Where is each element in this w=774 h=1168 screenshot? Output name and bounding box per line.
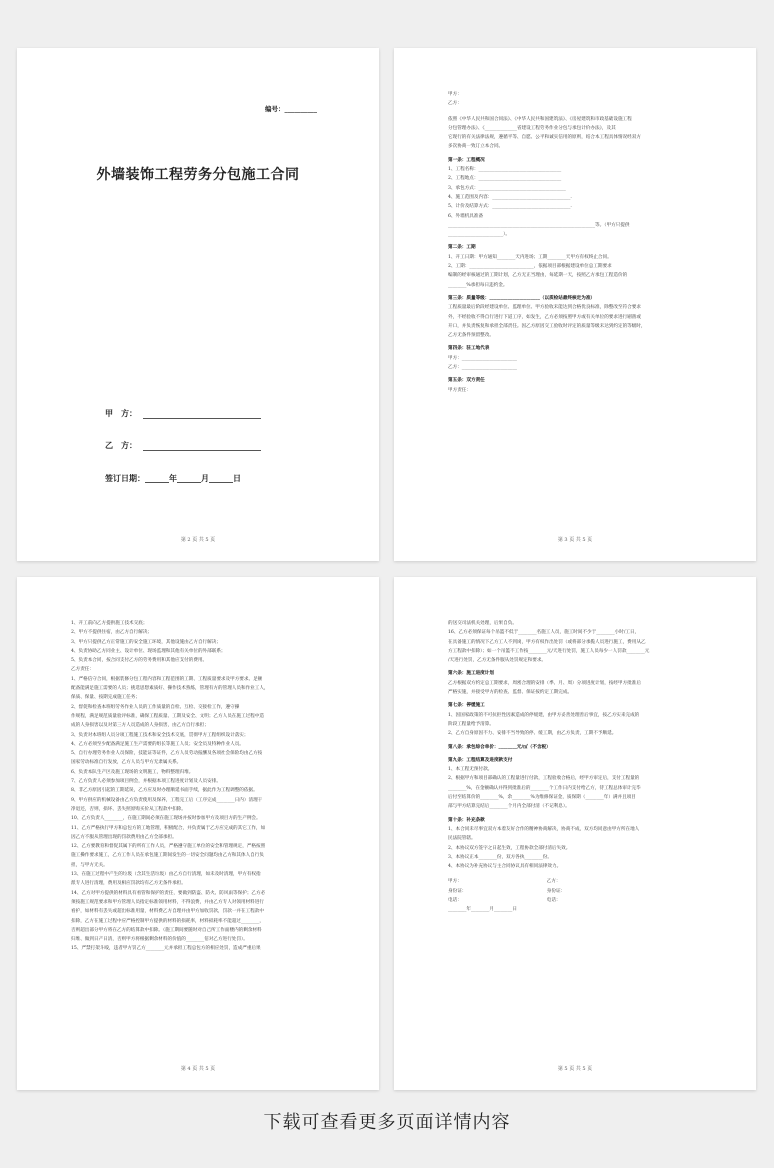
document-page-5 <box>394 577 756 1090</box>
text-line: 外，不经验收不得自行进行下道工序，如发生，乙方必须按照甲方或有关单位的要求进行剔凿或 <box>448 314 641 320</box>
contract-number-label: 编号：__________ <box>265 105 317 113</box>
text-line: 乙方责任： <box>71 667 94 673</box>
text-line: 2、工期：____________________________，依据项目部根据建设单位总工期要求 <box>448 264 612 270</box>
text-line: 乙方：________________________ <box>448 365 517 371</box>
text-line: 1、因国家政策的不可抗拒性因素造成的停缓建，由甲方妥善处理善后事宜，按乙方实来完成的 <box>448 712 640 718</box>
text-line: 11、乙方严格执行甲方和总包方的工地管理，积极配合，并负责属于乙方应完成的其它工作，如 <box>71 825 266 831</box>
text-line: 甲方： 乙方： <box>448 879 561 885</box>
text-line: 它现行的有关法律法规，遵循平等、自愿、公平和诚实信用的原则，结合本工程具体情况经双方 <box>448 135 641 141</box>
text-line: 1、开工日期：甲方通知________天内进场；工期________天甲方有权终止合同。 <box>448 254 612 260</box>
document-page-3 <box>394 48 756 561</box>
party-b-label: 乙 方： <box>105 440 137 450</box>
text-line: 3、负责对本班组人员分项工程施工技术和安全技术交底，贯彻甲方工程组织设计落实； <box>71 732 249 738</box>
text-line: 3、本协议正本________份，双方各执________份。 <box>448 854 552 860</box>
text-line: 分包管理办法》、《______________省建设工程劳务作业分包与承包计价办法》，及其 <box>448 125 616 131</box>
page-footer: 第 2 页 共 5 页 <box>180 537 216 543</box>
text-line: 归堆、做到日产日清，否则甲方将根据剩余材料的价值的________倍对乙方进行处罚）。 <box>71 937 248 943</box>
download-caption: 下载可查看更多页面详情内容 <box>263 1112 511 1133</box>
text-line: 保质、保量、按期完成施工任务； <box>71 695 140 701</box>
text-line: 8、非乙方原因引起的工期延误，乙方应及时办理顺延书面手续，据此作为工程调整的依据。 <box>71 788 258 794</box>
section-heading: 第十条：补充条款 <box>448 817 485 823</box>
text-line: ________年________月________日 <box>448 907 517 913</box>
text-line: 2、乙方自身原因不力、安排不当导致的停、缓工期，由乙方负责，工期不予顺延。 <box>448 731 617 737</box>
text-line: 净退还，否则，损坏、丢失照原购买价从工程款中扣除。 <box>71 806 186 812</box>
text-line: 1、本工程无预付款。 <box>448 767 493 773</box>
text-line: 施工操作要求施工，乙方工作人员在承包施工期间发生的一切安全问题均由乙方和其体人自行负 <box>71 853 264 859</box>
text-line: 扣除，乙方在施工过程中应严格控制甲方提供的材料的损耗率，材料损耗率不能超过________， <box>71 918 264 924</box>
document-page-cover <box>17 48 379 561</box>
section-heading: 第三条：质量等级：______________________（以质检站最终核定为准） <box>448 295 596 301</box>
document-page-4 <box>17 577 379 1090</box>
text-line: 3、承包方式：______________________________________ <box>448 185 566 191</box>
text-line: 开口，并负责恢复和承担全部责任。因乙方原因交工验收时评定的质量等级未达到约定的等级时， <box>448 323 646 329</box>
text-line: 严格实施，并接受甲方的检查、监督、保证按约定工期完成。 <box>448 690 573 696</box>
text-line: ________________________）。 <box>448 232 511 238</box>
text-line: 甲方：________________________ <box>448 355 517 361</box>
text-line: 7、乙方负责人必须参加项目例会，并根据本项工程进度计划及人员安排。 <box>71 779 221 785</box>
text-line: 15、严禁打架斗殴，违者甲方罚乙方________元并承担工程总包方的相应处罚，造成严重后果 <box>71 946 261 952</box>
section-heading: 第八条：承包综合单价：________元/㎡（不含税） <box>448 744 551 750</box>
party-a-field <box>105 408 261 419</box>
text-line: 16、乙方必须保证每个吊篮不低于________名施工人员，施工时间不少于________小时/工日， <box>448 630 640 636</box>
text-line: 甲方： <box>448 92 462 97</box>
text-line: 5、负责本合同，按合同支付乙方的劳务费用和其他应支付的费用。 <box>71 658 208 664</box>
text-line: 身份证： 身份证： <box>448 888 566 894</box>
text-line: 乙方无条件预留整改。 <box>448 333 494 339</box>
party-a-label: 甲 方： <box>105 408 137 418</box>
text-line: 4、施工范围及内容：__________________________________. <box>448 194 572 200</box>
text-line: 否则超出部分甲方将在乙方的结算款中扣除。（施工期间要随时对自己所工作面楼内的剩余材料 <box>71 927 262 933</box>
text-line: 4、负责协助乙方同业主、设计单位、现场监理和其他有关单位的外部联系； <box>71 648 226 654</box>
page-body <box>71 619 349 954</box>
text-line: 6、负责本队生产区及施工现场的文明施工，物料整理归堆。 <box>71 769 194 775</box>
text-line: 9、甲方供应的机械设备由乙方负责使用及保养，工程完工后（工序完成________日内）清理干 <box>71 797 263 803</box>
text-line: 2、督促和检查本班组劳务作业人员的工作质量的自检、互检、交接检工作，遵守操 <box>71 704 240 710</box>
text-line: 民法院管辖。 <box>448 836 476 842</box>
text-line: 编制的经审核通过的工期计划，乙方无正当理由，每延期一天，按照乙方承包工程造价的 <box>448 273 628 279</box>
text-line: 12、乙方要教育和督促其属下的所有工作人员，严格遵守施工单位的安全和管理规定，严格按照 <box>71 844 266 850</box>
section-heading: 第一条：工程概况 <box>448 157 485 163</box>
text-line: 6、外墙机具准备 <box>448 213 484 219</box>
page-footer: 第 4 页 共 5 页 <box>180 1066 216 1072</box>
text-line: 4、本协议为补充协议与主合同协议具有相同法律效力。 <box>448 864 562 870</box>
section-heading: 第五条：双方责任 <box>448 378 485 384</box>
text-line: 甲方责任： <box>448 387 471 393</box>
text-line: 阶段工程量给予清算。 <box>448 721 494 727</box>
text-line: 1、开工前向乙方提供施工技术交底； <box>71 621 148 626</box>
text-line: 在具备施工的情况下乙方工人不到岗，甲方有权作出处罚（或将部分承揽人员进行施工，费用从乙 <box>448 639 646 645</box>
text-line: 3、甲方只提供乙方正常施工的安全施工环境，其他设施由乙方自行解决； <box>71 639 221 645</box>
text-line: 2、本协议双方签字之日起生效，工程协款全部付清后失效。 <box>448 845 571 851</box>
section-heading: 第六条：施工进度计划 <box>448 671 494 677</box>
text-line: 1、本合同未尽事宜双方本着友好合作的精神协商解决，协商不成，双方均同意由甲方所在地人 <box>448 826 640 832</box>
page-body <box>448 619 726 915</box>
text-line: ________%承担每日违约金。 <box>448 282 508 288</box>
text-line: 4、乙方必须至少配备满足施工生产需要的组长等施工人员；安全员及特种作业人员。 <box>71 741 244 747</box>
sign-date-field: 签订日期：______年______月______日 <box>105 473 241 483</box>
text-line: 配备能满足施工需要的人员；挑选思想素质好、操作技术熟练，管理有方的管理人员和作业工人， <box>71 686 269 692</box>
text-line: 电话： 电话： <box>448 898 561 904</box>
text-line: 2、工程地点：____________________________________ <box>448 176 562 182</box>
section-heading: 第四条：驻工地代表 <box>448 346 490 352</box>
section-heading: 第九条：工程结算及进度款支付 <box>448 757 513 763</box>
text-line: 部与甲方结算完结后________个月内全部付清（不记利息）。 <box>448 804 570 810</box>
text-line: 5、自行办理劳务作业人员保险，技能证等证件，乙方人员劳动报酬及各项社会保险均由乙方按 <box>71 751 263 757</box>
page-footer: 第 3 页 共 5 页 <box>557 537 593 543</box>
page-body <box>448 90 726 395</box>
text-line: 成的人身损害以及对第三方人员造成的人身损害，由乙方自行承担； <box>71 723 209 729</box>
text-line: 担，与甲方无关。 <box>71 862 108 868</box>
text-line: 方工程款中扣除）；如一个吊篮不工作按________元/天进行处罚，施工人员每少一人罚款________元 <box>448 648 650 654</box>
text-line: 2、甲方不提供住宿，由乙方自行解决； <box>71 630 153 636</box>
text-line: 作规程，满足规范质量验评标准，确保工程质量、工期及安全、文明；乙方人员在施工过程中造 <box>71 713 264 719</box>
text-line: 1、工程名称：____________________________________ <box>448 167 562 173</box>
section-heading: 第七条：停缓施工 <box>448 703 485 709</box>
text-line: 因乙方不服从管理出现的罚款费用由乙方全部承担。 <box>71 834 177 840</box>
text-line: 看护，如材料有丢失或超出标准用量，材料费乙方自理并由甲方加收罚款，罚款一并在工程款中 <box>71 909 264 915</box>
contract-title: 外墙装饰工程劳务分包施工合同 <box>96 167 300 183</box>
text-line: 10、乙方负责人________，在施工期间必须在施工现场并按时参加甲方及项目方的生产例会。 <box>71 816 261 822</box>
text-line: 2、根据甲方和项目部确认的工程量进行付款，工程验收合格后，经甲方审定后，支付工程量的 <box>448 776 640 782</box>
text-line: 后付至结算价的________%，余________%为维修保证金，质保期（________年）满并且项目 <box>448 795 636 801</box>
text-line: ________________________________________________________________等。（甲方只提供 <box>448 222 630 228</box>
text-line: 国家劳动标准自行发放，乙方人员与甲方无隶属关系。 <box>71 760 182 766</box>
text-line: 乙方： <box>448 101 462 107</box>
text-line: 5、计价及结算方式：__________________________________. <box>448 204 572 210</box>
text-line: 工程质量最后阶段经建设单位、监理单位、甲方验收未能达到合格优良标准，除整改至符合要求 <box>448 305 641 311</box>
text-line: 乙方根据双方约定总工期要求，周密合理的安排（季、月、周）分项进度计划，按经甲方批准后 <box>448 680 641 686</box>
text-line: 1、严格信守合同，根据装修分包工程内容和工程范围的工期、工程质量要求及甲方要求。足额 <box>71 676 263 682</box>
page-footer: 第 5 页 共 5 页 <box>557 1066 593 1072</box>
text-line: 的送交司法机关处理，后果自负。 <box>448 621 517 626</box>
text-line: 13、在施工过程中产生的垃圾（含其生活垃圾）由乙方自行清理，如未及时清理，甲方有权指 <box>71 872 261 878</box>
text-line: 14、乙方对甲方提供的材料具有看管和保护的责任，要做到防盗、防火、防风雨等保护；乙方必 <box>71 890 266 896</box>
party-b-field <box>105 440 261 451</box>
text-line: 须按施工规范要求和甲方管理人员指定标准领用材料，不得浪费，并由乙方专人对领用材料进行 <box>71 899 264 905</box>
text-line: 多次协商一致订立本合同。 <box>448 144 504 150</box>
text-line: /天进行处罚，乙方无条件服从处罚规定和要求。 <box>448 658 547 664</box>
text-line: ________%，在金额确认并得到批准后的________个工作日内支付给乙方，待工程总体审计完毕 <box>448 785 641 791</box>
section-heading: 第二条：工期 <box>448 245 476 251</box>
text-line: 派专人进行清理，费用及相应罚款均有乙方无条件承担。 <box>71 881 186 887</box>
text-line: 依照《中华人民共和国合同法》、《中华人民共和国建筑法》、《房屋建筑和市政基础设施工程 <box>448 116 632 122</box>
